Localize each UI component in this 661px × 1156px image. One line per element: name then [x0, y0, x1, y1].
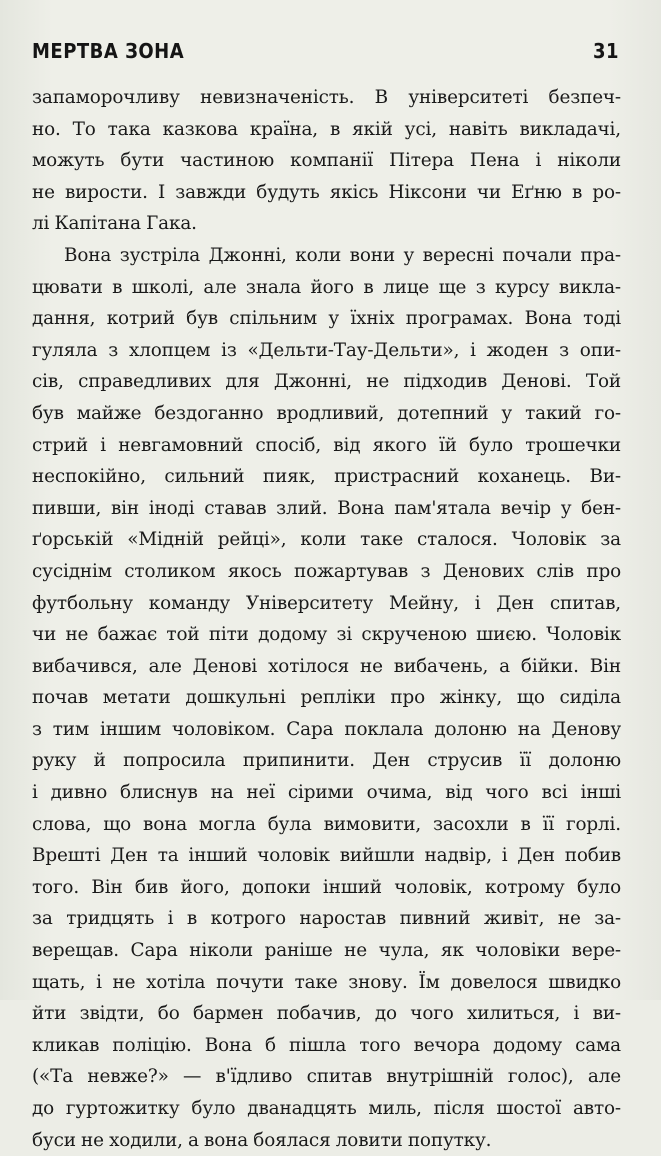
text-line: чи не бажає той піти додому зі скрученою шиєю. Чоловік: [32, 624, 621, 646]
text-line: пивши, він іноді ставав злий. Вона пам'ятала вечір у бен-: [32, 497, 621, 519]
text-line: гуляла з хлопцем із «Дельти-Тау-Дельти», і жоден з опи-: [32, 339, 621, 361]
body-text: [32, 82, 621, 1156]
text-line: верещав. Сара ніколи раніше не чула, як чоловіки вере-: [32, 940, 621, 962]
text-line: дання, котрий був спільним у їхніх програмах. Вона тоді: [32, 308, 621, 330]
page-number: 31: [592, 38, 619, 64]
text-line: но. То така казкова країна, в якій усі, навіть викладачі,: [32, 118, 621, 140]
text-line: кликав поліцію. Вона б пішла того вечора додому сама: [32, 1034, 621, 1056]
text-line: буси не ходили, а вона боялася ловити попутку.: [32, 1129, 492, 1151]
text-line: щать, і не хотіла почути таке знову. Їм довелося швидко: [32, 971, 621, 993]
text-line: почав метати дошкульні репліки про жінку, що сиділа: [32, 687, 621, 709]
text-line: неспокійно, сильний пияк, пристрасний коханець. Ви-: [32, 466, 621, 488]
text-line: Вона зустріла Джонні, коли вони у вересні почали пра-: [64, 244, 621, 266]
text-line: йти звідти, бо бармен побачив, до чого хилиться, і ви-: [32, 1003, 621, 1025]
text-line: цювати в школі, але знала його в лице ще з курсу виклa-: [32, 276, 621, 298]
running-header: [32, 36, 619, 66]
running-title: МЕРТВА ЗОНА: [32, 38, 185, 64]
text-line: до гуртожитку було дванадцять миль, після шостої авто-: [32, 1098, 621, 1119]
text-line: («Та невже?» — в'їдливо спитав внутрішній голос), але: [32, 1066, 621, 1088]
text-line: Врешті Ден та інший чоловік вийшли надвір, і Ден побив: [32, 845, 621, 867]
text-line: за тридцять і в котрого наростав пивний живіт, не за-: [32, 908, 621, 930]
text-line: і дивно блиснув на неї сірими очима, від чого всі інші: [32, 782, 621, 804]
text-line: запаморочливу невизначеність. В університеті безпеч-: [32, 87, 621, 108]
text-line: можуть бути частиною компанії Пітера Пена і ніколи: [32, 150, 621, 172]
text-line: не вирости. І завжди будуть якісь Ніксони чи Еґню в ро-: [32, 181, 621, 203]
text-line: руку й попросила припинити. Ден струсив її долоню: [32, 750, 621, 772]
text-line: був майже бездоганно вродливий, дотепний у такий го-: [32, 402, 621, 424]
text-line: того. Він бив його, допоки інший чоловік, котрому було: [32, 876, 621, 898]
text-line: з тим іншим чоловіком. Сара поклала долоню на Денову: [32, 718, 621, 740]
text-line: футбольну команду Університету Мейну, і Ден спитав,: [32, 592, 621, 614]
text-line: лі Капітана Гака.: [32, 213, 197, 235]
text-line: сусіднім столиком якось пожартував з Денових слів про: [32, 560, 621, 582]
text-line: вибачився, але Денові хотілося не вибачень, а бійки. Він: [32, 655, 621, 677]
text-line: слова, що вона могла була вимовити, засохли в її горлі.: [32, 813, 621, 835]
text-line: стрий і невгамовний спосіб, від якого їй було трошечки: [32, 434, 621, 456]
text-line: ґорській «Мідній рейці», коли таке сталося. Чоловік за: [32, 529, 621, 551]
text-line: сів, справедливих для Джонні, не підходив Денові. Той: [32, 371, 621, 393]
